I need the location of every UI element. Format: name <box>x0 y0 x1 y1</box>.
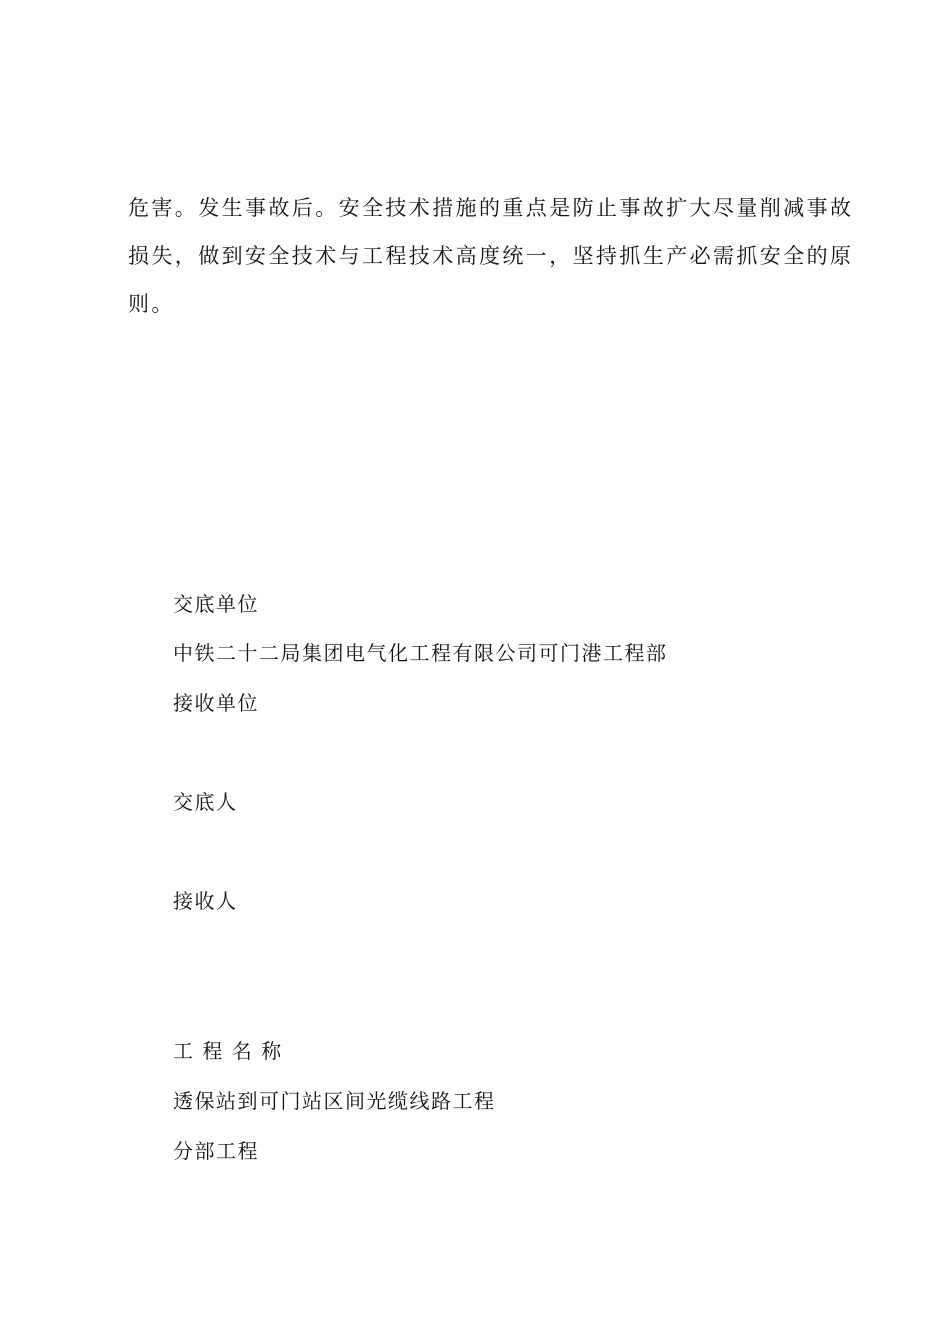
paragraph-line-2: 损失，做到安全技术与工程技术高度统一，坚持抓生产必需抓安全的原 <box>128 244 854 268</box>
project-name-label: 工 程 名 称 <box>173 1039 283 1063</box>
receiving-unit-label: 接收单位 <box>173 691 259 715</box>
handover-unit-label: 交底单位 <box>173 592 259 616</box>
receiver-label: 接收人 <box>173 889 238 913</box>
project-name-value: 透保站到可门站区间光缆线路工程 <box>173 1089 496 1113</box>
paragraph-line-1: 危害。发生事故后。安全技术措施的重点是防止事故扩大尽量削减事故 <box>128 196 854 220</box>
handover-person-label: 交底人 <box>173 790 238 814</box>
paragraph-line-3: 则。 <box>128 292 175 316</box>
sub-project-label: 分部工程 <box>173 1139 259 1163</box>
handover-unit-value: 中铁二十二局集团电气化工程有限公司可门港工程部 <box>173 641 668 665</box>
